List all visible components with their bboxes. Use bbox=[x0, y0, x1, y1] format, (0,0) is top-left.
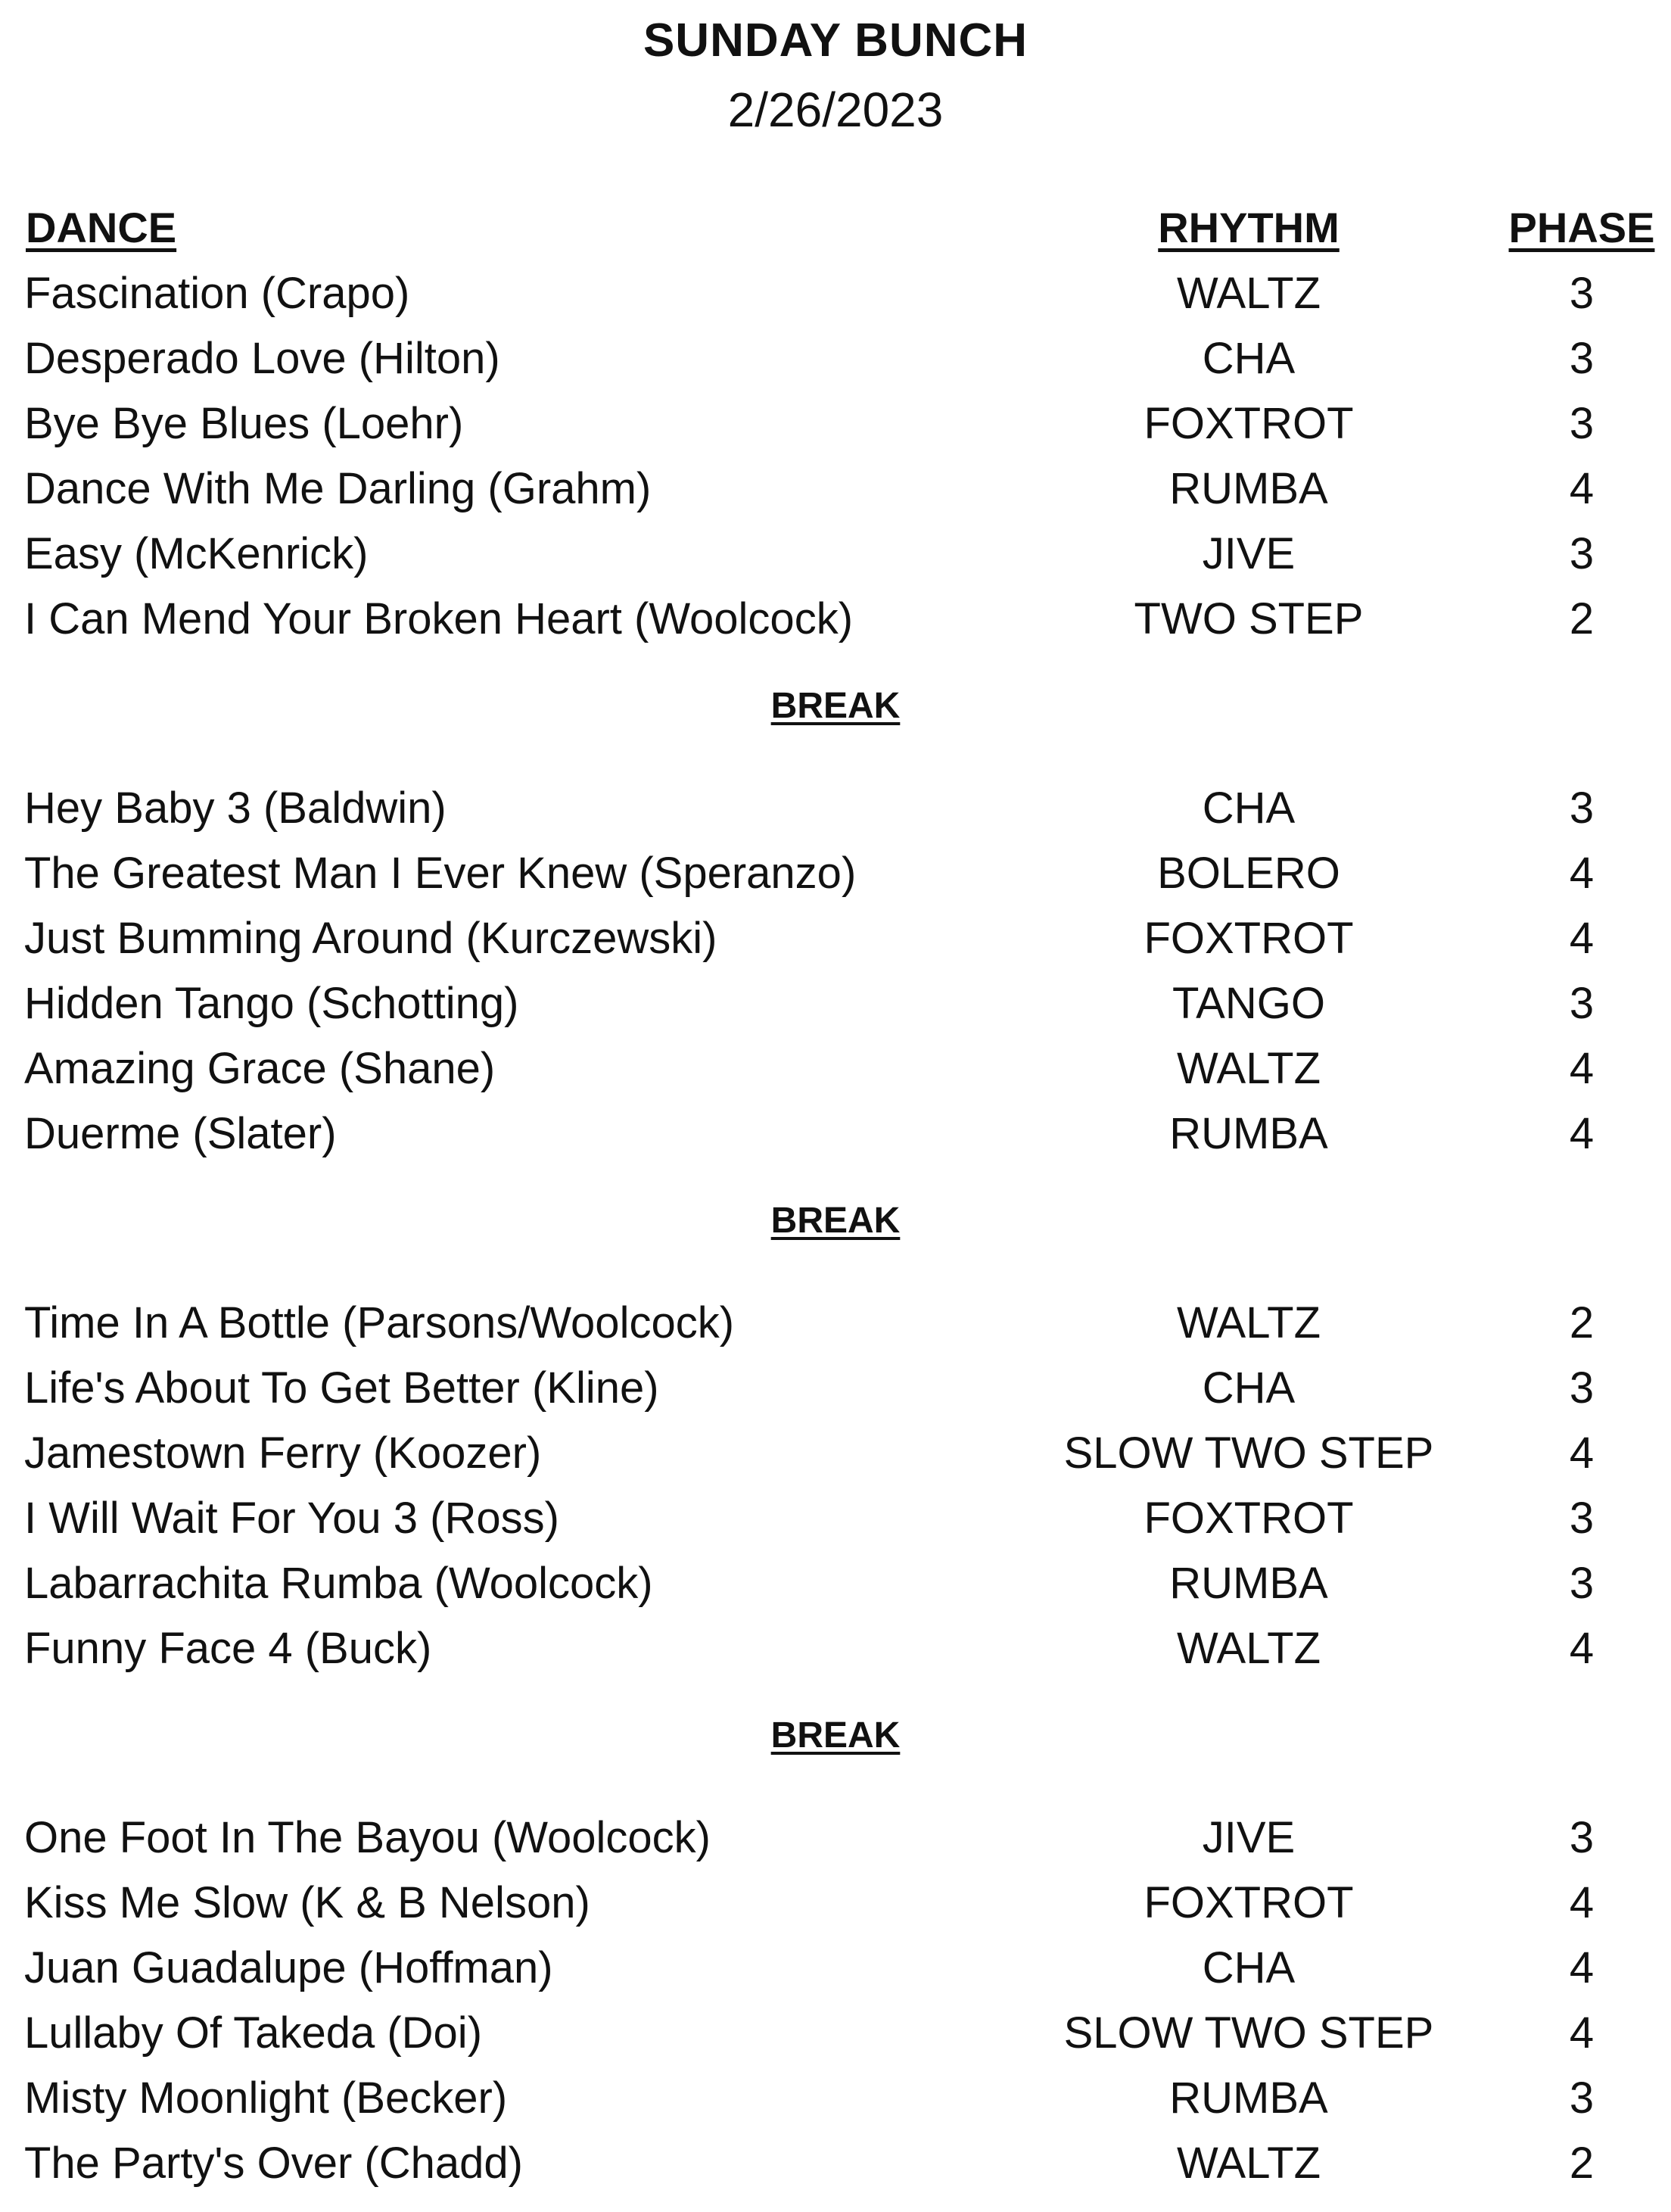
header-dance: DANCE bbox=[26, 204, 177, 251]
dance-rhythm: JIVE bbox=[1202, 529, 1296, 578]
table-row bbox=[0, 1356, 1671, 1421]
table-row bbox=[0, 261, 1671, 326]
dance-name: Hidden Tango (Schotting) bbox=[24, 979, 519, 1028]
dance-name: Bye Bye Blues (Loehr) bbox=[24, 399, 464, 448]
dance-rhythm: WALTZ bbox=[1176, 269, 1321, 318]
table-row bbox=[0, 1291, 1671, 1356]
table-row bbox=[0, 1486, 1671, 1551]
break-label: BREAK bbox=[770, 1715, 901, 1756]
dance-rhythm: TANGO bbox=[1172, 979, 1325, 1028]
dance-name: Time In A Bottle (Parsons/Woolcock) bbox=[24, 1298, 735, 1347]
table-row bbox=[0, 776, 1671, 841]
dance-rhythm: BOLERO bbox=[1157, 849, 1340, 898]
dance-rhythm: SLOW TWO STEP bbox=[1063, 1428, 1434, 1478]
table-row bbox=[0, 1036, 1671, 1101]
dance-name: I Can Mend Your Broken Heart (Woolcock) bbox=[24, 594, 854, 643]
dance-phase: 4 bbox=[1569, 464, 1595, 513]
dance-phase: 3 bbox=[1569, 529, 1595, 578]
dance-rhythm: FOXTROT bbox=[1144, 1878, 1354, 1927]
table-row bbox=[0, 1101, 1671, 1167]
dance-rhythm: CHA bbox=[1202, 1943, 1296, 1992]
dance-phase: 2 bbox=[1569, 1298, 1595, 1347]
dance-rhythm: WALTZ bbox=[1176, 1298, 1321, 1347]
dance-name: Funny Face 4 (Buck) bbox=[24, 1624, 432, 1673]
dance-phase: 4 bbox=[1569, 914, 1595, 963]
dance-phase: 4 bbox=[1569, 1044, 1595, 1093]
dance-name: Life's About To Get Better (Kline) bbox=[24, 1363, 659, 1413]
dance-rhythm: WALTZ bbox=[1176, 2139, 1321, 2188]
dance-phase: 4 bbox=[1569, 2008, 1595, 2058]
dance-rhythm: SLOW TWO STEP bbox=[1063, 2008, 1434, 2058]
dance-name: Duerme (Slater) bbox=[24, 1109, 337, 1158]
header-rhythm: RHYTHM bbox=[1158, 204, 1340, 251]
dance-rhythm: RUMBA bbox=[1169, 1109, 1328, 1158]
dance-name: I Will Wait For You 3 (Ross) bbox=[24, 1494, 559, 1543]
dance-phase: 2 bbox=[1569, 594, 1595, 643]
dance-phase: 3 bbox=[1569, 979, 1595, 1028]
dance-rhythm: FOXTROT bbox=[1144, 399, 1354, 448]
dance-section-4 bbox=[0, 1805, 1671, 2196]
dance-rhythm: WALTZ bbox=[1176, 1044, 1321, 1093]
page-title: SUNDAY BUNCH bbox=[643, 14, 1028, 67]
dance-phase: 4 bbox=[1569, 1878, 1595, 1927]
dance-rhythm: FOXTROT bbox=[1144, 1494, 1354, 1543]
dance-phase: 3 bbox=[1569, 334, 1595, 383]
dance-phase: 3 bbox=[1569, 1494, 1595, 1543]
table-row bbox=[0, 2066, 1671, 2131]
table-row bbox=[0, 1871, 1671, 1936]
dance-phase: 4 bbox=[1569, 1109, 1595, 1158]
dance-rhythm: RUMBA bbox=[1169, 464, 1328, 513]
table-row bbox=[0, 391, 1671, 456]
dance-rhythm: RUMBA bbox=[1169, 2073, 1328, 2123]
table-row bbox=[0, 522, 1671, 587]
dance-phase: 3 bbox=[1569, 2073, 1595, 2123]
dance-phase: 4 bbox=[1569, 1624, 1595, 1673]
dance-name: Just Bumming Around (Kurczewski) bbox=[24, 914, 717, 963]
dance-name: Dance With Me Darling (Grahm) bbox=[24, 464, 652, 513]
table-row bbox=[0, 971, 1671, 1036]
dance-section-3 bbox=[0, 1291, 1671, 1681]
dance-phase: 4 bbox=[1569, 849, 1595, 898]
table-row bbox=[0, 841, 1671, 906]
table-row bbox=[0, 456, 1671, 522]
dance-rhythm: CHA bbox=[1202, 784, 1296, 833]
dance-name: Jamestown Ferry (Koozer) bbox=[24, 1428, 542, 1478]
table-row bbox=[0, 1421, 1671, 1486]
dance-rhythm: RUMBA bbox=[1169, 1559, 1328, 1608]
table-row bbox=[0, 587, 1671, 652]
dance-phase: 2 bbox=[1569, 2139, 1595, 2188]
dance-name: The Greatest Man I Ever Knew (Speranzo) bbox=[24, 849, 857, 898]
break-label: BREAK bbox=[770, 1201, 901, 1241]
dance-rhythm: TWO STEP bbox=[1134, 594, 1364, 643]
dance-section-2 bbox=[0, 776, 1671, 1167]
table-row bbox=[0, 1936, 1671, 2001]
dance-section-1 bbox=[0, 261, 1671, 652]
dance-phase: 3 bbox=[1569, 1813, 1595, 1862]
dance-name: Labarrachita Rumba (Woolcock) bbox=[24, 1559, 653, 1608]
table-row bbox=[0, 2131, 1671, 2196]
dance-name: Hey Baby 3 (Baldwin) bbox=[24, 784, 447, 833]
dance-phase: 3 bbox=[1569, 1363, 1595, 1413]
table-row bbox=[0, 1805, 1671, 1871]
dance-name: Kiss Me Slow (K & B Nelson) bbox=[24, 1878, 590, 1927]
dance-rhythm: CHA bbox=[1202, 334, 1296, 383]
dance-name: Fascination (Crapo) bbox=[24, 269, 410, 318]
header-phase: PHASE bbox=[1508, 204, 1655, 251]
dance-rhythm: FOXTROT bbox=[1144, 914, 1354, 963]
table-row bbox=[0, 906, 1671, 971]
dance-rhythm: CHA bbox=[1202, 1363, 1296, 1413]
table-row bbox=[0, 326, 1671, 391]
dance-name: Lullaby Of Takeda (Doi) bbox=[24, 2008, 483, 2058]
dance-name: One Foot In The Bayou (Woolcock) bbox=[24, 1813, 711, 1862]
dance-phase: 3 bbox=[1569, 784, 1595, 833]
dance-rhythm: WALTZ bbox=[1176, 1624, 1321, 1673]
dance-rhythm: JIVE bbox=[1202, 1813, 1296, 1862]
dance-name: Easy (McKenrick) bbox=[24, 529, 369, 578]
table-row bbox=[0, 1551, 1671, 1616]
dance-phase: 3 bbox=[1569, 399, 1595, 448]
dance-name: The Party's Over (Chadd) bbox=[24, 2139, 523, 2188]
dance-name: Amazing Grace (Shane) bbox=[24, 1044, 496, 1093]
table-row bbox=[0, 1616, 1671, 1681]
dance-phase: 4 bbox=[1569, 1943, 1595, 1992]
page-date: 2/26/2023 bbox=[727, 83, 944, 137]
dance-phase: 3 bbox=[1569, 1559, 1595, 1608]
break-label: BREAK bbox=[770, 686, 901, 726]
dance-name: Misty Moonlight (Becker) bbox=[24, 2073, 508, 2123]
dance-phase: 3 bbox=[1569, 269, 1595, 318]
table-row bbox=[0, 2001, 1671, 2066]
dance-phase: 4 bbox=[1569, 1428, 1595, 1478]
dance-name: Desperado Love (Hilton) bbox=[24, 334, 500, 383]
dance-name: Juan Guadalupe (Hoffman) bbox=[24, 1943, 553, 1992]
